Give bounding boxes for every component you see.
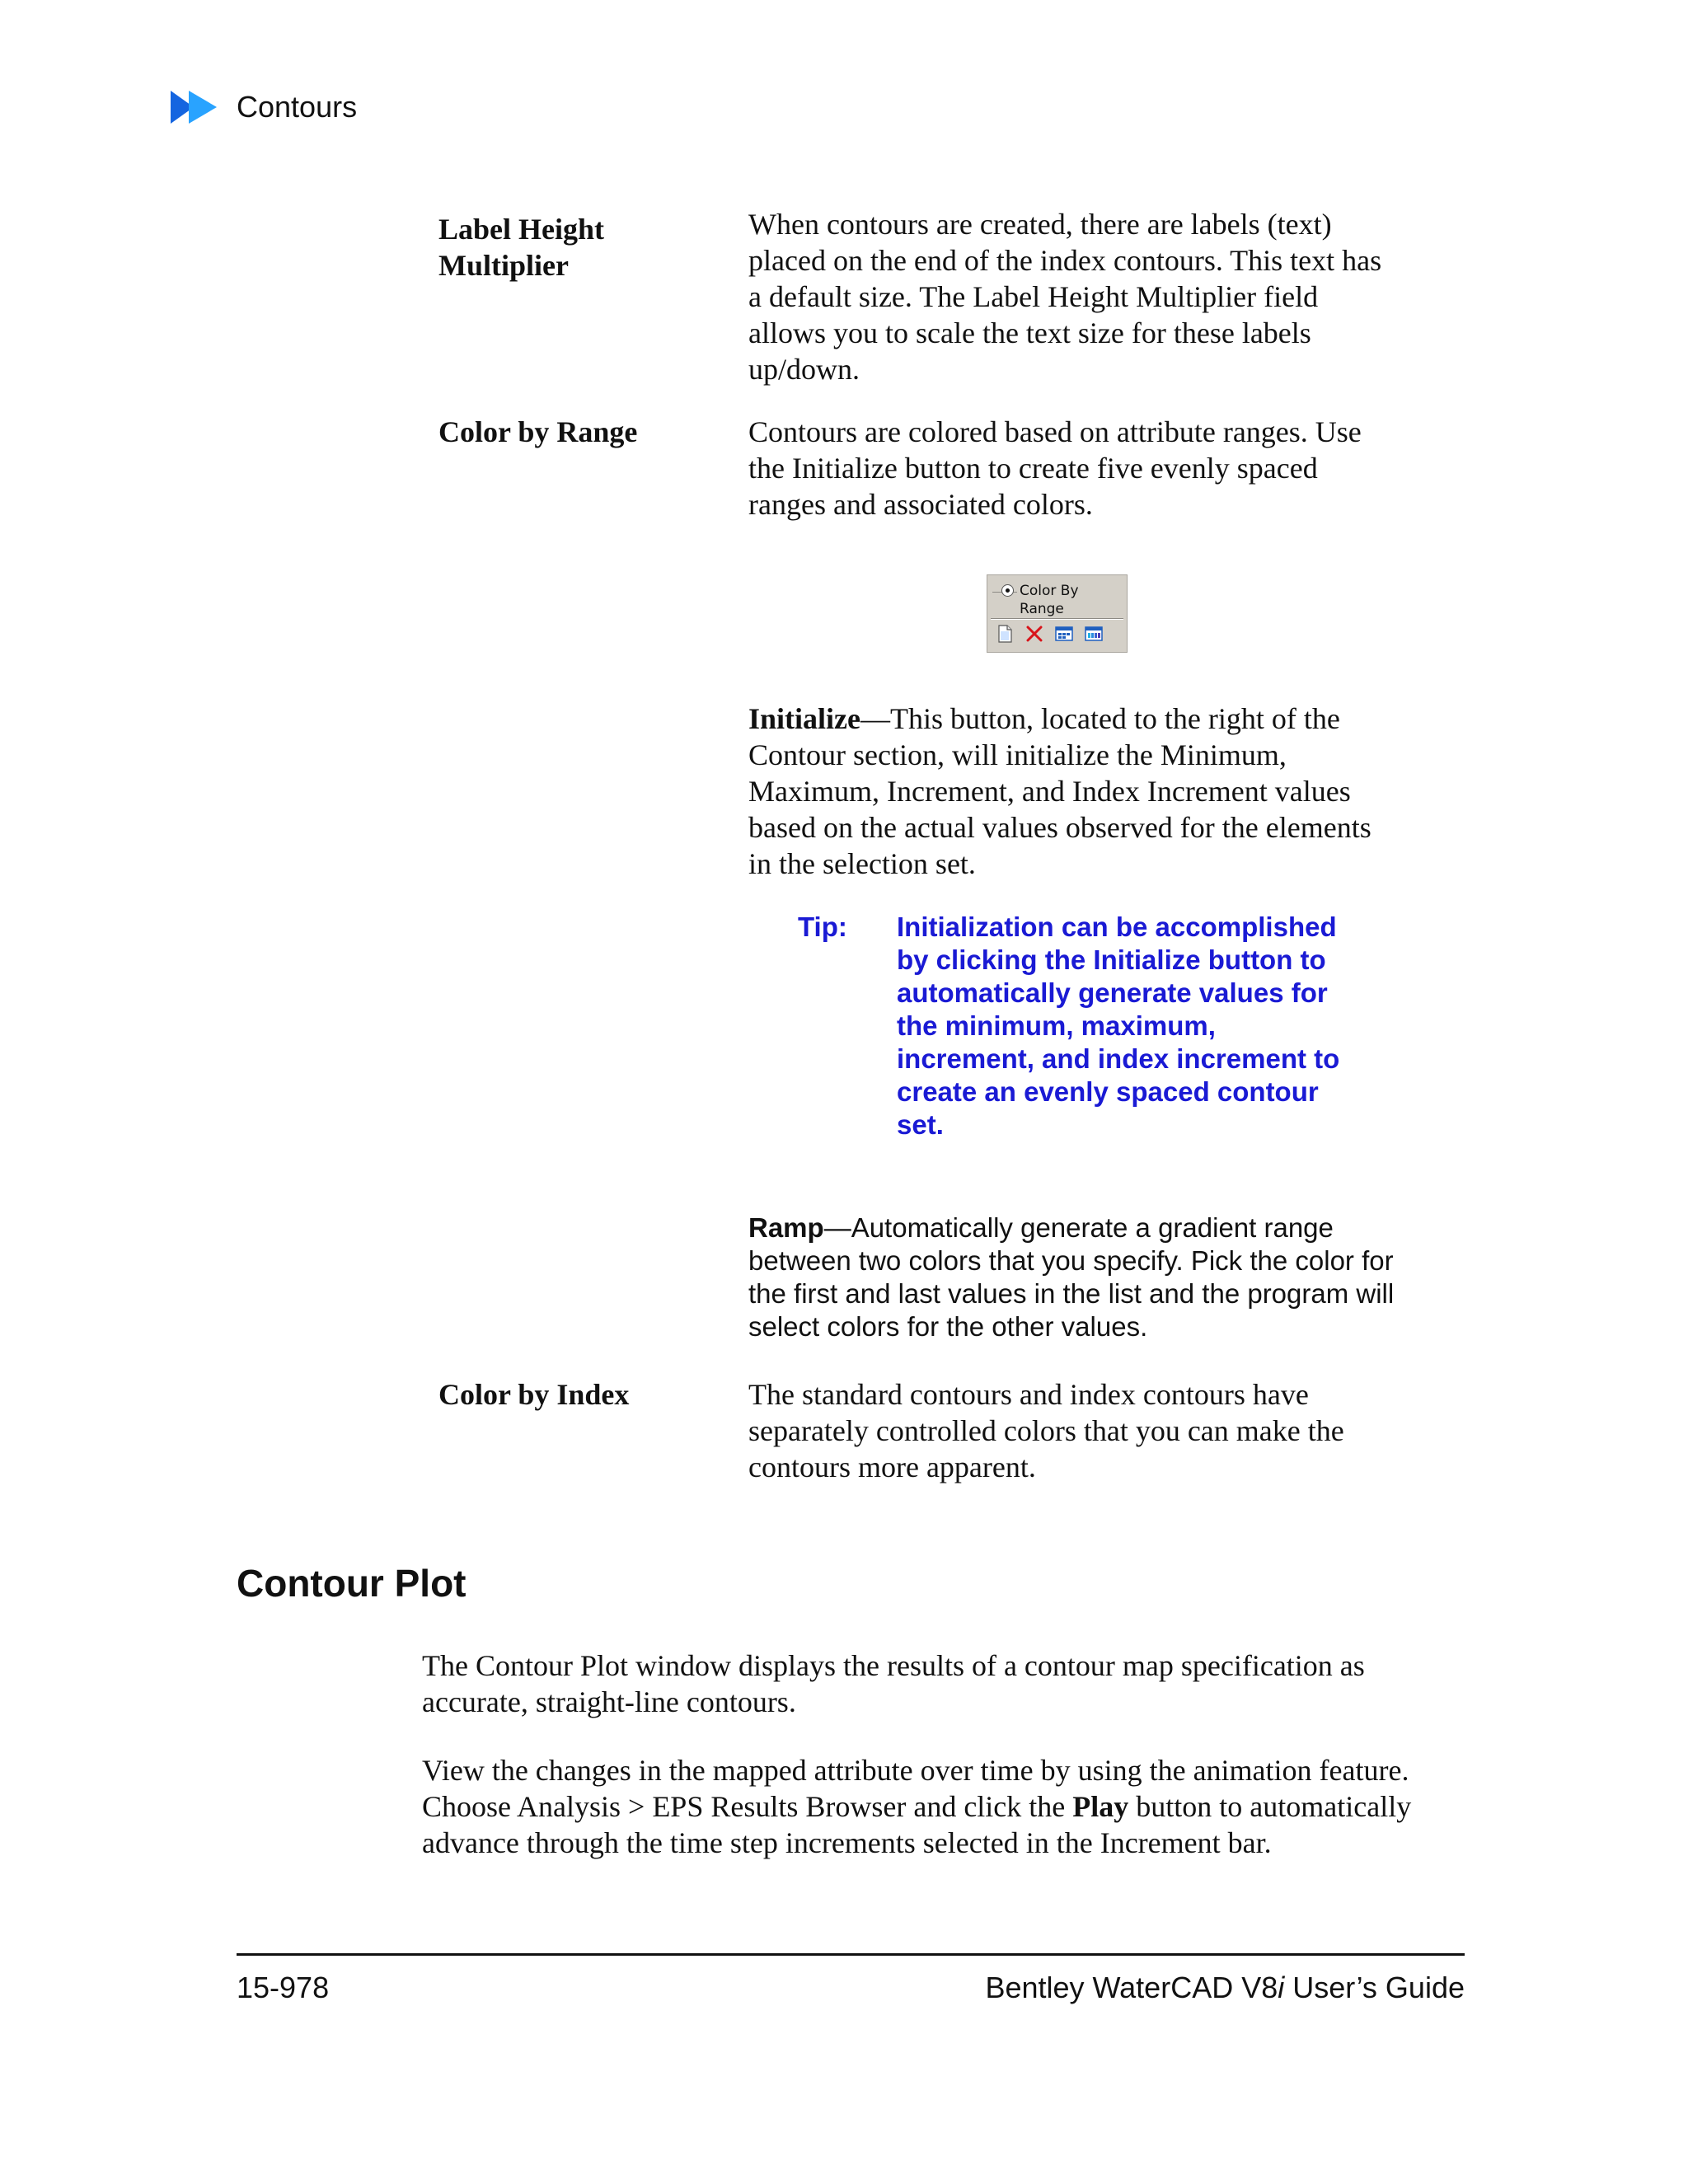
ramp-term: Ramp bbox=[748, 1212, 824, 1243]
chapter-arrow-icon bbox=[169, 89, 222, 125]
color-by-range-radio[interactable] bbox=[1001, 584, 1014, 597]
contour-plot-paragraph-1: The Contour Plot window displays the results of a contour map specification as accurate, straight-line contours. bbox=[422, 1649, 1365, 1718]
tip-label: Tip: bbox=[798, 912, 847, 942]
page-number: 15-978 bbox=[237, 1971, 330, 2004]
ramp-description bbox=[748, 1212, 1400, 1343]
desc-color-by-index: The standard contours and index contours have separately controlled colors that you can make the contours more apparent. bbox=[748, 1378, 1344, 1483]
desc-color-by-range: Contours are colored based on attribute ranges. Use the Initialize button to create five evenly spaced ranges and associated colors. bbox=[748, 415, 1362, 521]
ramp-icon[interactable] bbox=[1083, 623, 1104, 644]
chapter-title: Contours bbox=[237, 90, 358, 124]
term-label-height: Label Height Multiplier bbox=[438, 213, 605, 282]
delete-icon[interactable] bbox=[1024, 623, 1045, 644]
ramp-text: —Automatically generate a gradient range between two colors that you specify. Pick the color for the first and last values in the list and the program will select colors for the other values. bbox=[748, 1212, 1395, 1342]
tip-text: Initialization can be accomplished by clicking the Initialize button to automatically generate values for the minimum, maximum, increment, and index increment to create an evenly spaced contour set. bbox=[897, 912, 1340, 1140]
initialize-text: —This button, located to the right of the Contour section, will initialize the Minimum, Maximum, Increment, and Index Increment values based on the actual values observed for the elements in the selection set. bbox=[748, 702, 1372, 880]
term-color-by-range: Color by Range bbox=[438, 415, 638, 448]
color-by-range-radio-label: Color By Range bbox=[1017, 582, 1127, 618]
contour-plot-paragraph-2: View the changes in the mapped attribute over time by using the animation feature. Choose Analysis > EPS Results Browser and click the Play button to automatically advance through the time step increments selected in the Increment bar. bbox=[422, 1754, 1412, 1859]
color-by-range-screenshot bbox=[987, 574, 1128, 653]
initialize-icon[interactable] bbox=[1053, 623, 1075, 644]
guide-title: Bentley WaterCAD V8i User’s Guide bbox=[985, 1971, 1465, 2004]
desc-label-height: When contours are created, there are labels (text) placed on the end of the index contours. This text has a default size. The Label Height Multiplier field allows you to scale the text size for these labels up/down. bbox=[748, 208, 1382, 386]
new-icon[interactable] bbox=[994, 623, 1015, 644]
footer-divider bbox=[237, 1953, 1465, 1956]
initialize-description bbox=[748, 701, 1383, 882]
play-button-reference: Play bbox=[1072, 1790, 1129, 1823]
term-color-by-index: Color by Index bbox=[438, 1378, 630, 1411]
section-heading: Contour Plot bbox=[237, 1562, 467, 1605]
initialize-term: Initialize bbox=[748, 702, 860, 735]
